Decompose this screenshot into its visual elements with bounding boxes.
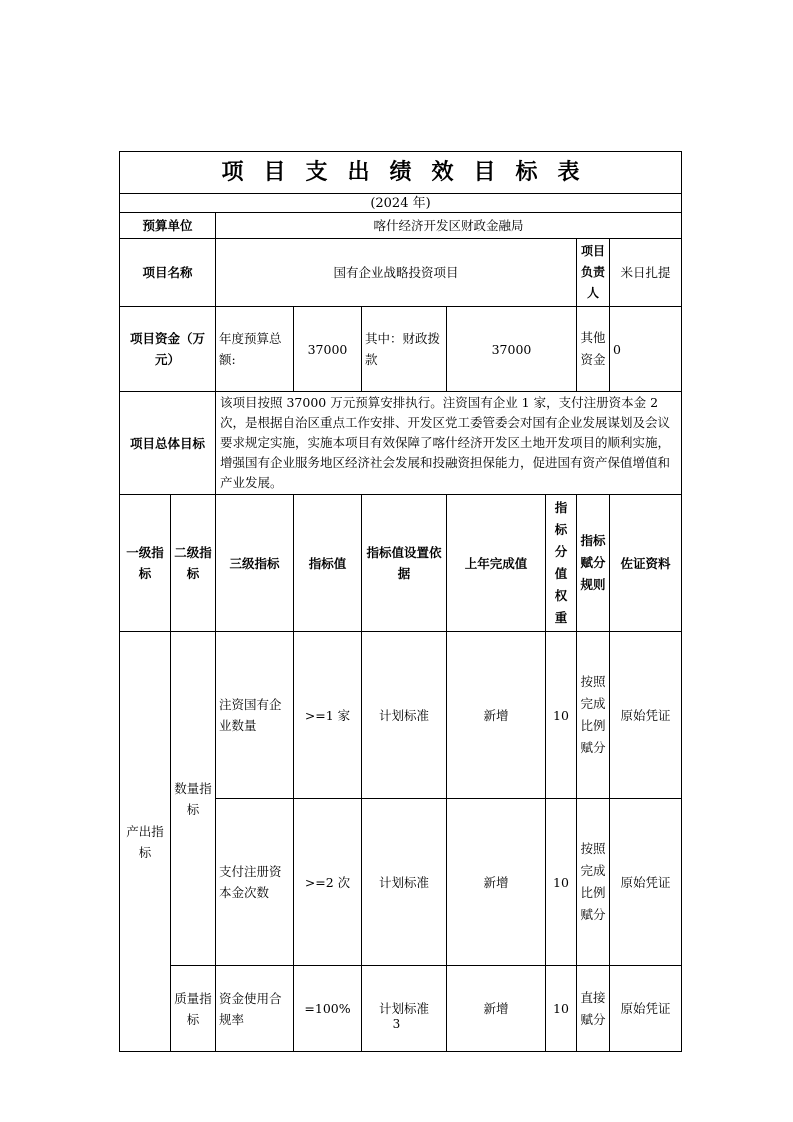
project-name-value: 国有企业战略投资项目 xyxy=(216,239,577,307)
fiscal-allocation-label: 其中：财政拨款 xyxy=(362,307,447,392)
column-header-level1: 一级指标 xyxy=(120,495,171,632)
scoring-rule: 直接赋分 xyxy=(577,966,610,1052)
budget-unit-label: 预算单位 xyxy=(120,213,216,239)
fiscal-allocation-value: 37000 xyxy=(447,307,577,392)
column-header-level2: 二级指标 xyxy=(171,495,216,632)
other-funds-label: 其他资金 xyxy=(577,307,610,392)
column-header-weight: 指标分值权重 xyxy=(546,495,577,632)
indicator-weight: 10 xyxy=(546,632,577,799)
table-title: 项目支出绩效目标表 xyxy=(120,152,682,194)
column-header-last-year: 上年完成值 xyxy=(447,495,546,632)
project-leader-label: 项目负责人 xyxy=(577,239,610,307)
output-indicator-cell: 产出指标 xyxy=(120,632,171,1052)
project-funds-label: 项目资金（万元） xyxy=(120,307,216,392)
column-header-value: 指标值 xyxy=(294,495,362,632)
column-header-level3: 三级指标 xyxy=(216,495,294,632)
scoring-rule: 按照完成比例赋分 xyxy=(577,799,610,966)
evidence: 原始凭证 xyxy=(610,966,682,1052)
page-number: 3 xyxy=(392,1017,401,1031)
indicator-value: >=1 家 xyxy=(294,632,362,799)
indicator-basis: 计划标准 xyxy=(362,966,447,1052)
project-leader-value: 米日扎提 xyxy=(610,239,682,307)
table-row xyxy=(120,966,682,1052)
last-year-value: 新增 xyxy=(447,799,546,966)
overall-goal-text: 该项目按照 37000 万元预算安排执行。注资国有企业 1 家，支付注册资本金 2 次，是根据自治区重点工作安排、开发区党工委管委会对国有企业发展谋划及会议要求规定实施，实施本项目有效保障了喀什经济开发区土地开发项目的顺利实施，增强国有企业服务地区经济社会发展和投融资担保能力，促进国有资产保值增值和产业发展。 xyxy=(216,392,682,495)
indicator-basis: 计划标准 xyxy=(362,632,447,799)
last-year-value: 新增 xyxy=(447,632,546,799)
indicator-basis: 计划标准 xyxy=(362,799,447,966)
level3-indicator: 资金使用合规率 xyxy=(216,966,294,1052)
column-header-rule: 指标赋分规则 xyxy=(577,495,610,632)
indicator-value: >=2 次 xyxy=(294,799,362,966)
evidence: 原始凭证 xyxy=(610,799,682,966)
table-row xyxy=(120,632,682,799)
evidence: 原始凭证 xyxy=(610,632,682,799)
scoring-rule: 按照完成比例赋分 xyxy=(577,632,610,799)
annual-budget-value: 37000 xyxy=(294,307,362,392)
column-header-basis: 指标值设置依据 xyxy=(362,495,447,632)
last-year-value: 新增 xyxy=(447,966,546,1052)
performance-target-table xyxy=(119,151,682,1052)
indicator-weight: 10 xyxy=(546,966,577,1052)
budget-unit-value: 喀什经济开发区财政金融局 xyxy=(216,213,682,239)
column-header-evidence: 佐证资料 xyxy=(610,495,682,632)
level3-indicator: 支付注册资本金次数 xyxy=(216,799,294,966)
indicator-weight: 10 xyxy=(546,799,577,966)
overall-goal-label: 项目总体目标 xyxy=(120,392,216,495)
other-funds-value: 0 xyxy=(610,307,682,392)
quality-indicator-cell: 质量指标 xyxy=(171,966,216,1052)
annual-budget-label: 年度预算总额: xyxy=(216,307,294,392)
project-name-label: 项目名称 xyxy=(120,239,216,307)
table-year: (2024 年) xyxy=(120,194,682,213)
quantity-indicator-cell: 数量指标 xyxy=(171,632,216,966)
level3-indicator: 注资国有企业数量 xyxy=(216,632,294,799)
indicator-value: =100% xyxy=(294,966,362,1052)
